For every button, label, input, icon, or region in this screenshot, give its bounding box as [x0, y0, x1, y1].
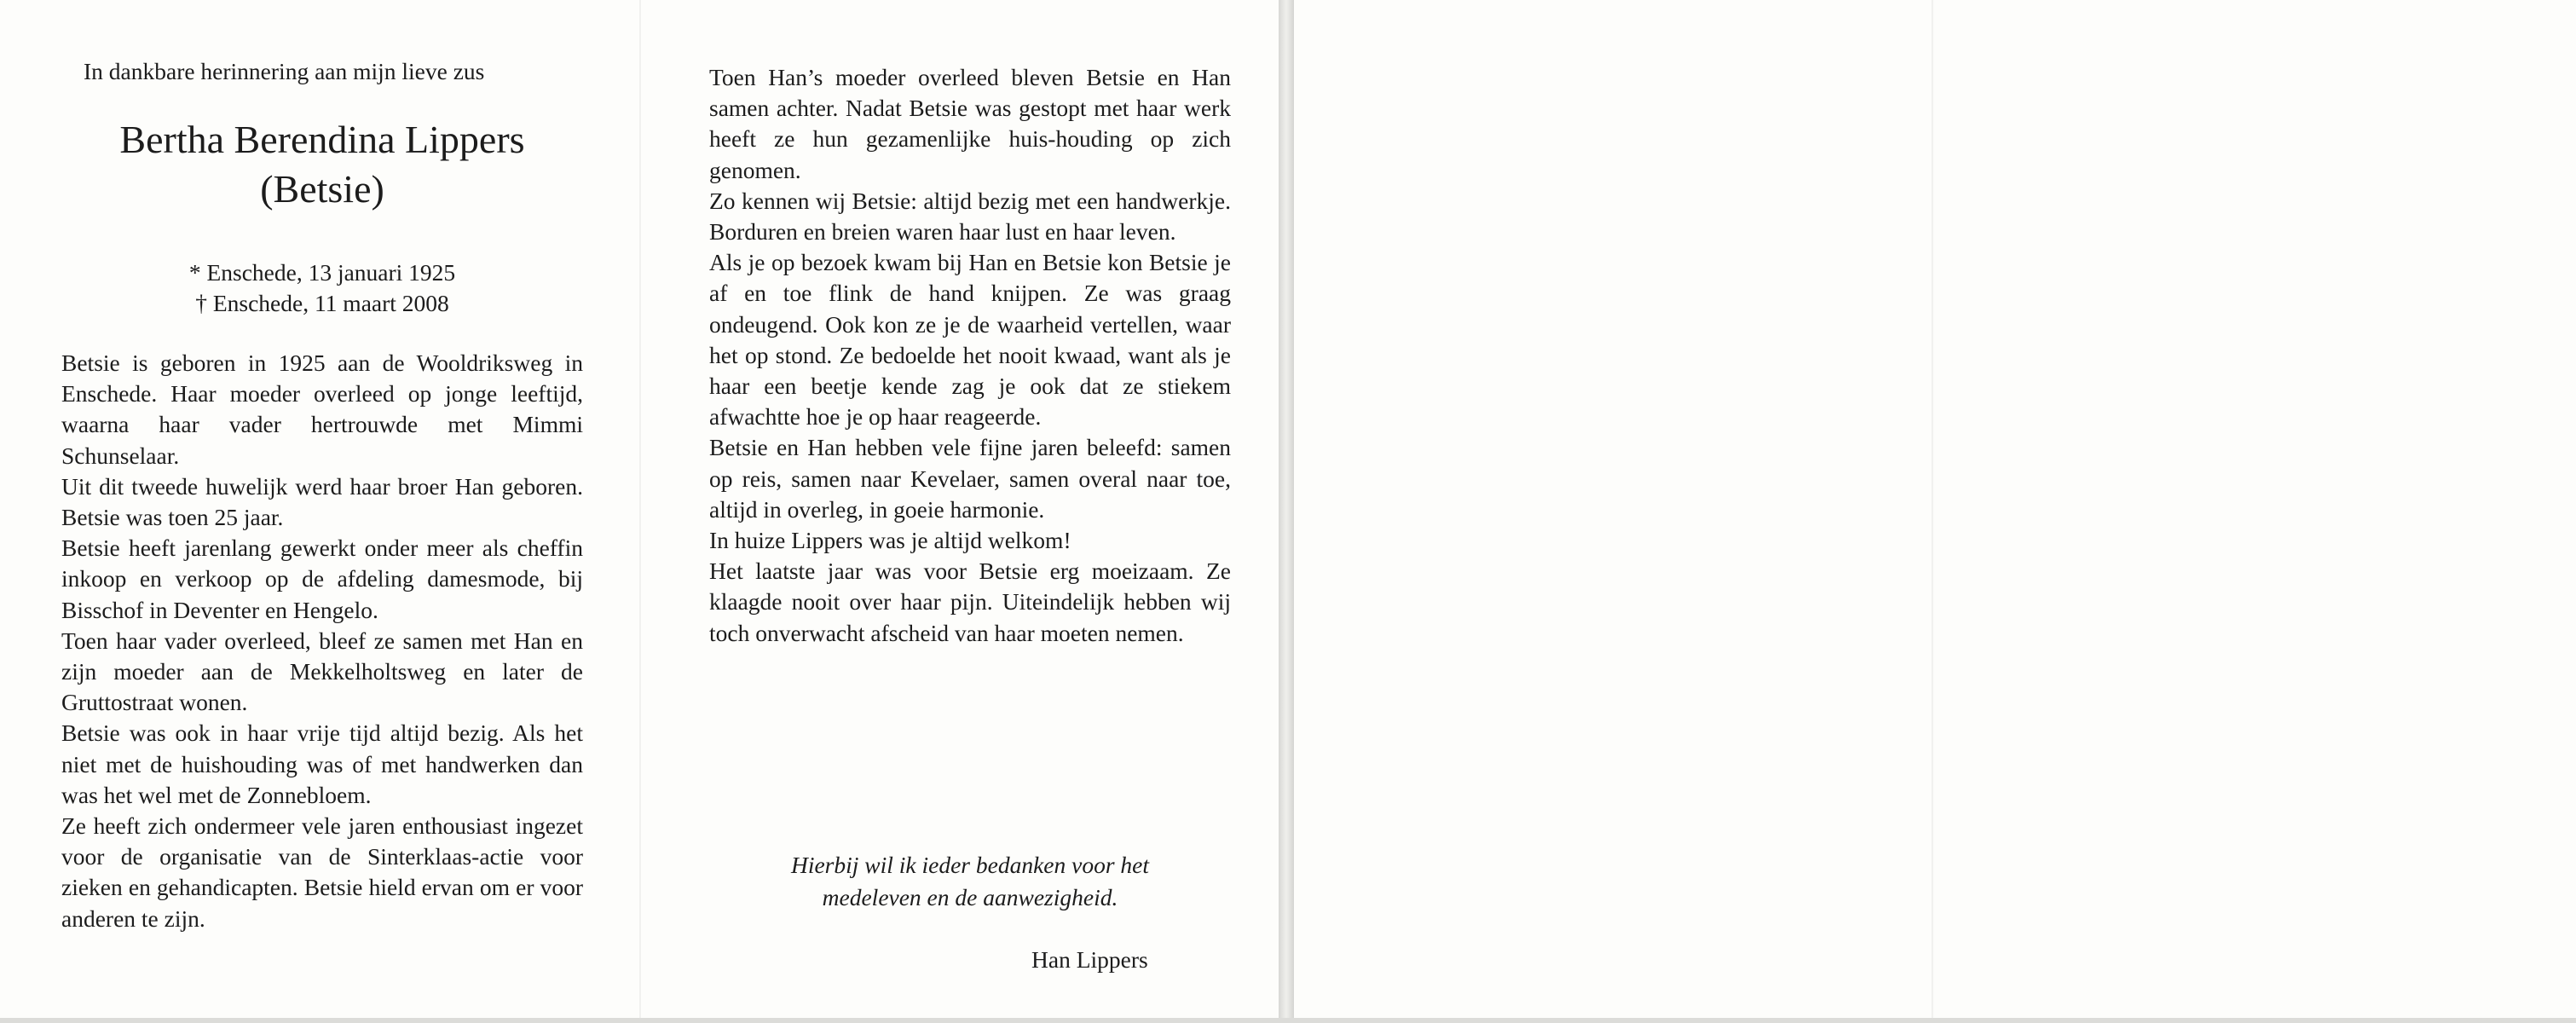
bio-paragraph: Zo kennen wij Betsie: altijd bezig met een handwerkje. Borduren en breien waren haar lust en haar leven.	[709, 187, 1231, 246]
bio-paragraph: Betsie heeft jarenlang gewerkt onder meer als cheffin inkoop en verkoop op de afdeling damesmode, bij Bisschof in Deventer en Hengelo.	[61, 535, 583, 623]
card-gap	[1279, 0, 1294, 1023]
bio-paragraph: Betsie en Han hebben vele fijne jaren beleefd: samen op reis, samen naar Kevelaer, samen overal naar toe, altijd in overleg, in goeie harmonie.	[709, 434, 1231, 523]
birth-date: * Enschede, 13 januari 1925	[188, 259, 456, 286]
scan-edge	[0, 1018, 2576, 1023]
bio-paragraph: Uit dit tweede huwelijk werd haar broer Han geboren. Betsie was toen 25 jaar.	[61, 472, 583, 531]
biography-left-column	[61, 348, 583, 934]
bio-paragraph: Betsie is geboren in 1925 aan de Wooldriksweg in Enschede. Haar moeder overleed op jonge leeftijd, waarna haar vader hertrouwde met Mimmi Schunselaar.	[61, 350, 583, 469]
bio-paragraph: Als je op bezoek kwam bij Han en Betsie kon Betsie je af en toe flink de hand knijpen. Ze was graag ondeugend. Ook kon ze je de waarheid vertellen, waar het op stond. Ze bedoelde het nooit kwaad, want als je haar een beetje kende zag je ook dat ze stiekem afwachtte hoe je op haar reageerde.	[709, 249, 1231, 431]
dedication-line: In dankbare herinnering aan mijn lieve zus	[84, 58, 485, 84]
bio-paragraph: Ze heeft zich ondermeer vele jaren enthousiast ingezet voor de organisatie van de Sinterklaas-actie voor zieken en gehandicapten. Betsie hield ervan om er voor anderen te zijn.	[61, 812, 583, 932]
signature: Han Lippers	[1031, 946, 1148, 973]
bio-paragraph: Het laatste jaar was voor Betsie erg moeizaam. Ze klaagde nooit over haar pijn. Uiteindelijk hebben wij toch onverwacht afscheid van haar moeten nemen.	[709, 558, 1231, 646]
name-full: Bertha Berendina Lippers	[119, 118, 525, 161]
thanks-message	[709, 849, 1231, 914]
deceased-name	[61, 115, 583, 214]
bio-paragraph: Toen haar vader overleed, bleef ze samen met Han en zijn moeder aan de Mekkelholtsweg en later de Gruttostraat wonen.	[61, 627, 583, 716]
outer-spread	[1294, 0, 2576, 1023]
name-nickname: (Betsie)	[260, 167, 384, 211]
bio-paragraph: Toen Han’s moeder overleed bleven Betsie en Han samen achter. Nadat Betsie was gestopt met haar werk heeft ze hun gezamenlijke huis-houding op zich genomen.	[709, 64, 1231, 183]
life-dates	[61, 257, 583, 319]
bio-paragraph: In huize Lippers was je altijd welkom!	[709, 527, 1071, 554]
center-fold	[639, 0, 641, 1023]
bio-paragraph: Betsie was ook in haar vrije tijd altijd bezig. Als het niet met de huishouding was of met handwerken dan was het wel met de Zonnebloem.	[61, 720, 583, 808]
death-date: † Enschede, 11 maart 2008	[195, 290, 449, 316]
outer-fold	[1932, 0, 1933, 1023]
thanks-line: Hierbij wil ik ieder bedanken voor het	[790, 852, 1150, 878]
biography-right-column	[709, 62, 1231, 649]
inner-spread	[0, 0, 1279, 1023]
thanks-line: medeleven en de aanwezigheid.	[822, 884, 1118, 910]
